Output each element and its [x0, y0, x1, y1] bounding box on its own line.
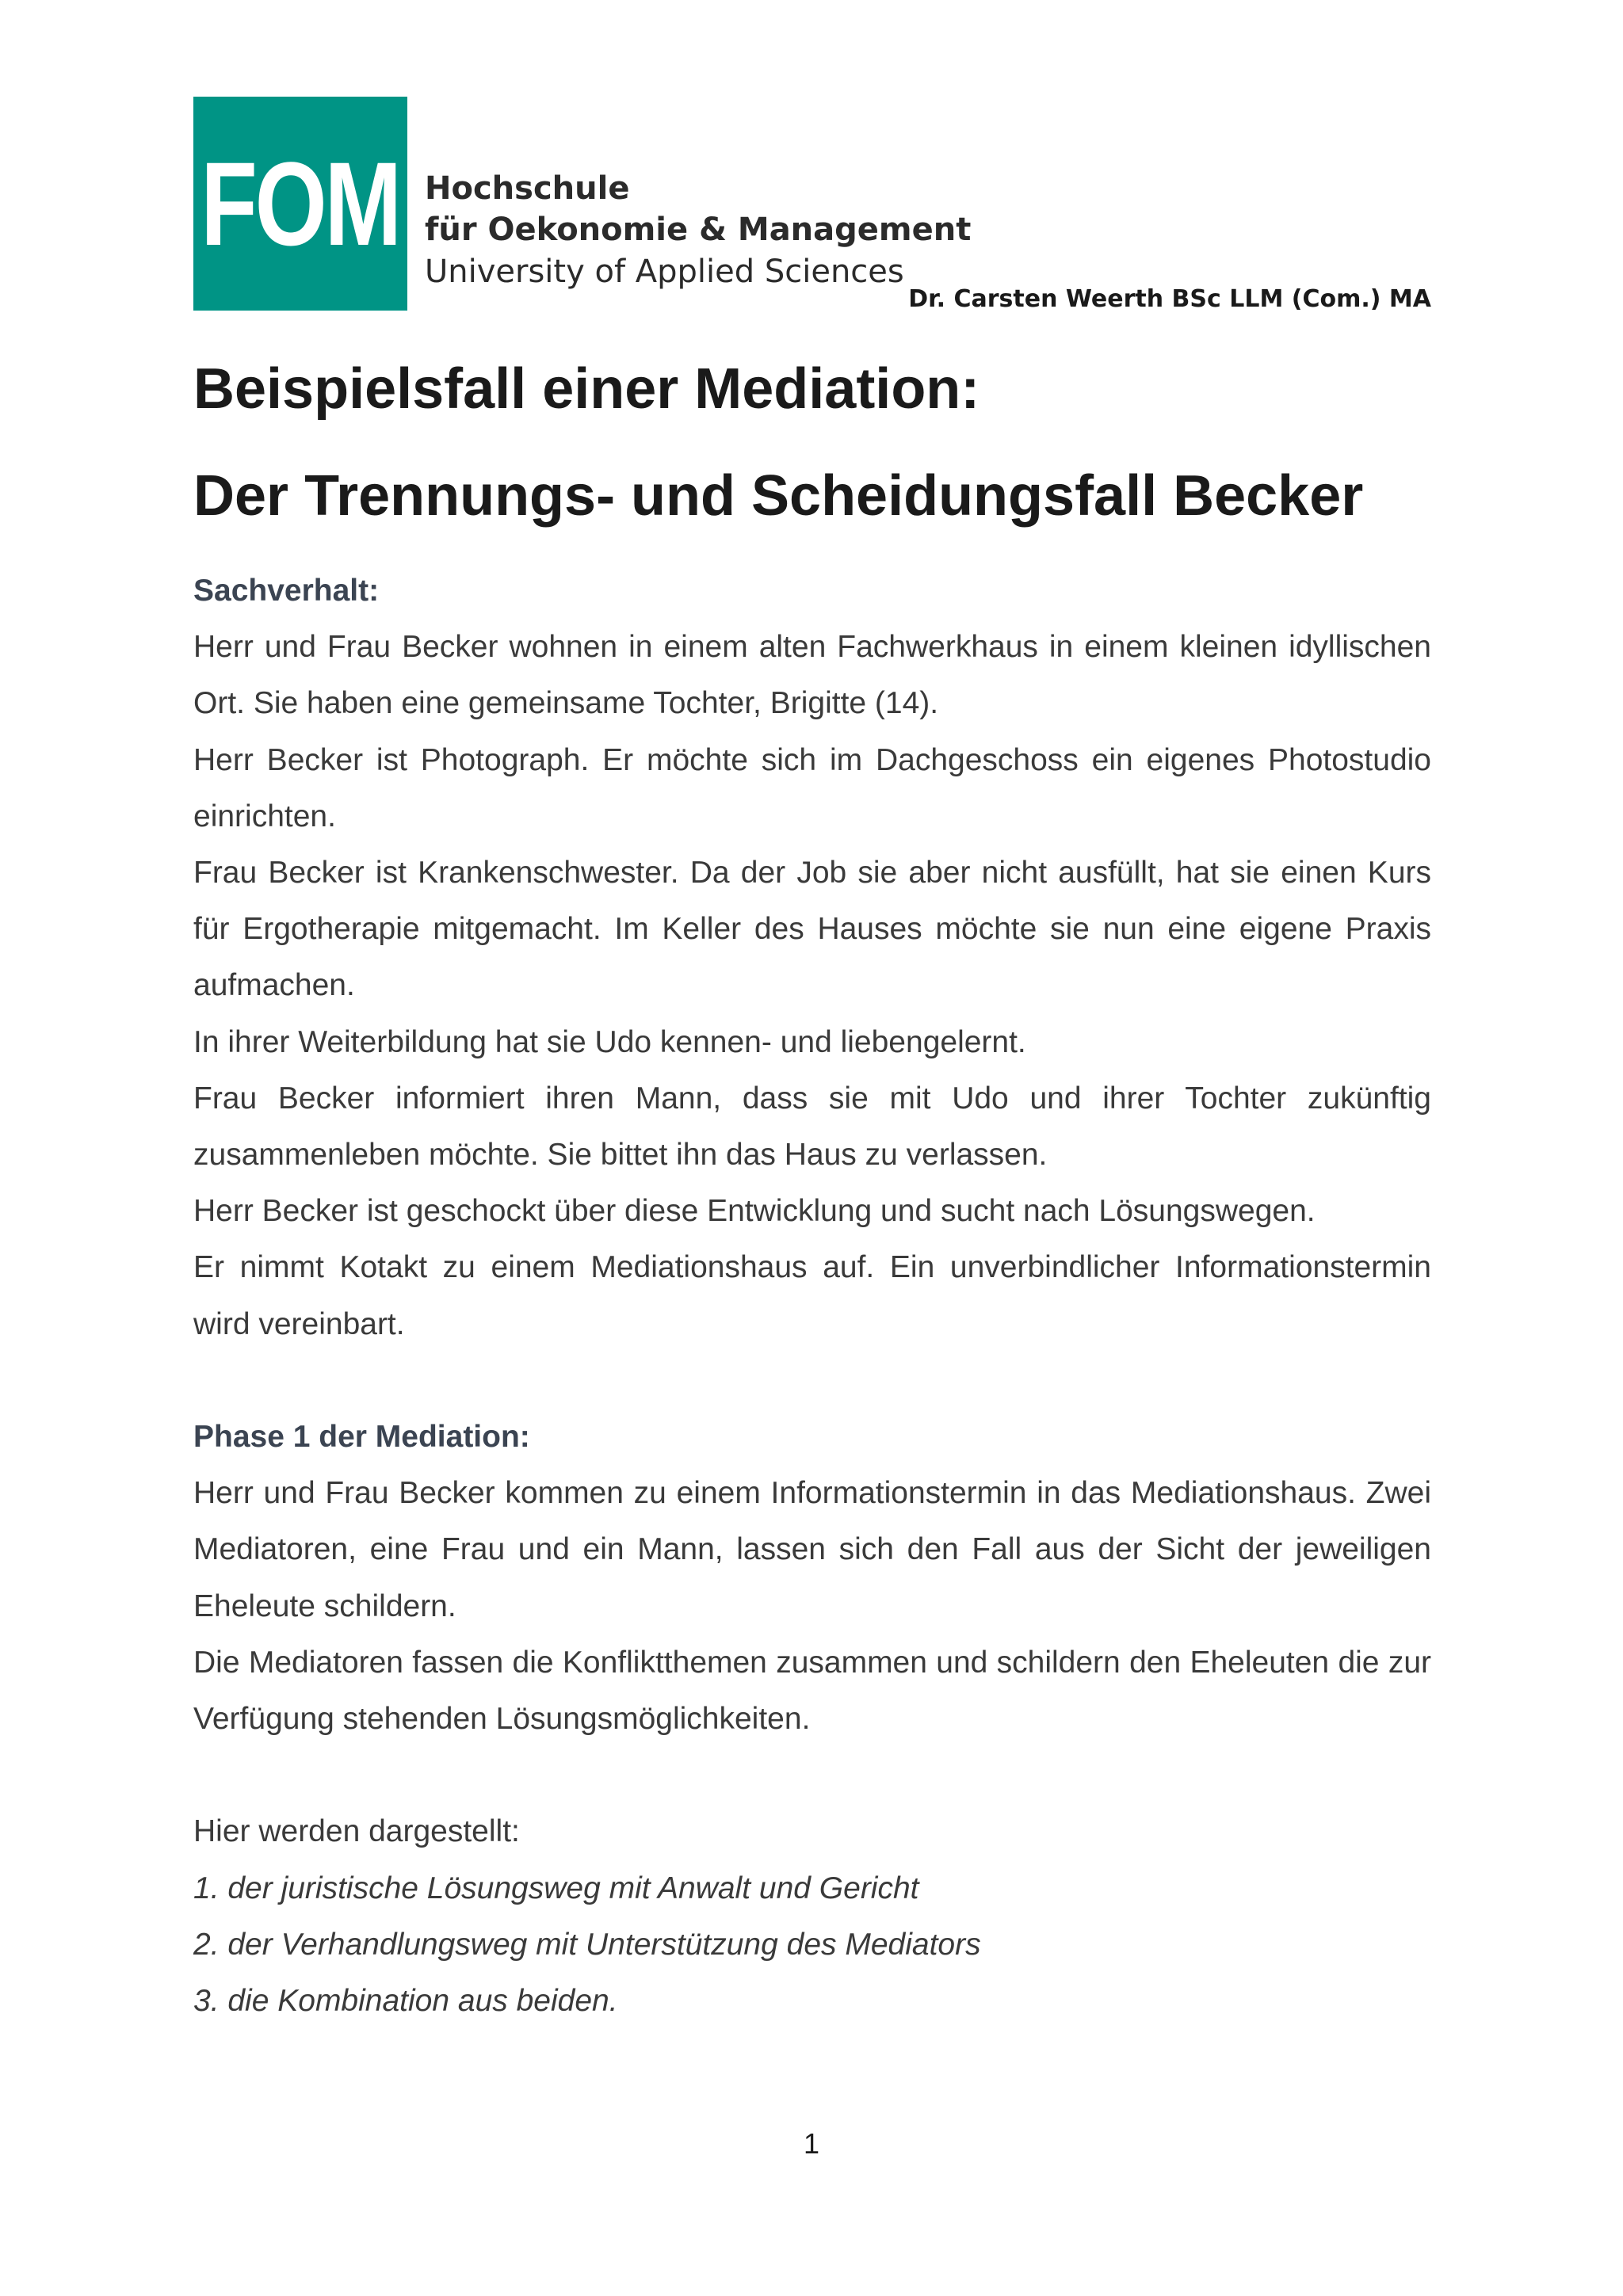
- paragraph: Frau Becker ist Krankenschwester. Da der Job sie aber nicht ausfüllt, hat sie einen Kurs für Ergotherapie mitgemacht. Im Keller des Hauses möchte sie nun eine eigene Praxis aufmachen.: [193, 856, 1431, 1003]
- page-number: 1: [803, 2127, 820, 2160]
- fom-logo-text: FOM: [200, 137, 400, 270]
- section-heading-sachverhalt: Sachverhalt:: [193, 574, 380, 608]
- list-item: 2. der Verhandlungsweg mit Unterstützung des Mediators: [193, 1927, 981, 1962]
- spacer: [193, 1352, 1431, 1409]
- paragraph: Herr Becker ist Photograph. Er möchte sich im Dachgeschoss ein eigenes Photostudio einrichten.: [193, 742, 1431, 833]
- document-subtitle: Der Trennungs- und Scheidungsfall Becker: [193, 464, 1364, 528]
- document-body: [193, 563, 1431, 2029]
- list-item: 1. der juristische Lösungsweg mit Anwalt und Gericht: [193, 1871, 919, 1905]
- institution-name-line3: University of Applied Sciences: [425, 254, 904, 290]
- list-item: 3. die Kombination aus beiden.: [193, 1984, 618, 2019]
- paragraph: Frau Becker informiert ihren Mann, dass sie mit Udo und ihrer Tochter zukünftig zusammenleben möchte. Sie bittet ihn das Haus zu verlassen.: [193, 1081, 1431, 1173]
- paragraph: Er nimmt Kotakt zu einem Mediationshaus auf. Ein unverbindlicher Informationstermin wird vereinbart.: [193, 1250, 1431, 1341]
- document-title: Beispielsfall einer Mediation:: [193, 357, 980, 421]
- paragraph: Herr Becker ist geschockt über diese Entwicklung und sucht nach Lösungswegen.: [193, 1194, 1316, 1229]
- section-heading-phase1: Phase 1 der Mediation:: [193, 1420, 530, 1455]
- spacer: [193, 1747, 1431, 1803]
- paragraph: Herr und Frau Becker wohnen in einem alten Fachwerkhaus in einem kleinen idyllischen Ort. Sie haben eine gemeinsame Tochter, Brigitte (14).: [193, 630, 1431, 721]
- author-name: Dr. Carsten Weerth BSc LLM (Com.) MA: [908, 285, 1431, 313]
- institution-name-line2: für Oekonomie & Management: [425, 212, 972, 248]
- fom-logo: [193, 97, 407, 311]
- paragraph: Herr und Frau Becker kommen zu einem Informationstermin in das Mediationshaus. Zwei Mediatoren, eine Frau und ein Mann, lassen sich den Fall aus der Sicht der jeweiligen Eheleute schildern.: [193, 1476, 1431, 1623]
- paragraph: In ihrer Weiterbildung hat sie Udo kennen- und liebengelernt.: [193, 1024, 1026, 1059]
- institution-name-line1: Hochschule: [425, 170, 630, 207]
- list-intro: Hier werden dargestellt:: [193, 1814, 520, 1849]
- paragraph: Die Mediatoren fassen die Konfliktthemen zusammen und schildern den Eheleuten die zur Verfügung stehenden Lösungsmöglichkeiten.: [193, 1645, 1431, 1737]
